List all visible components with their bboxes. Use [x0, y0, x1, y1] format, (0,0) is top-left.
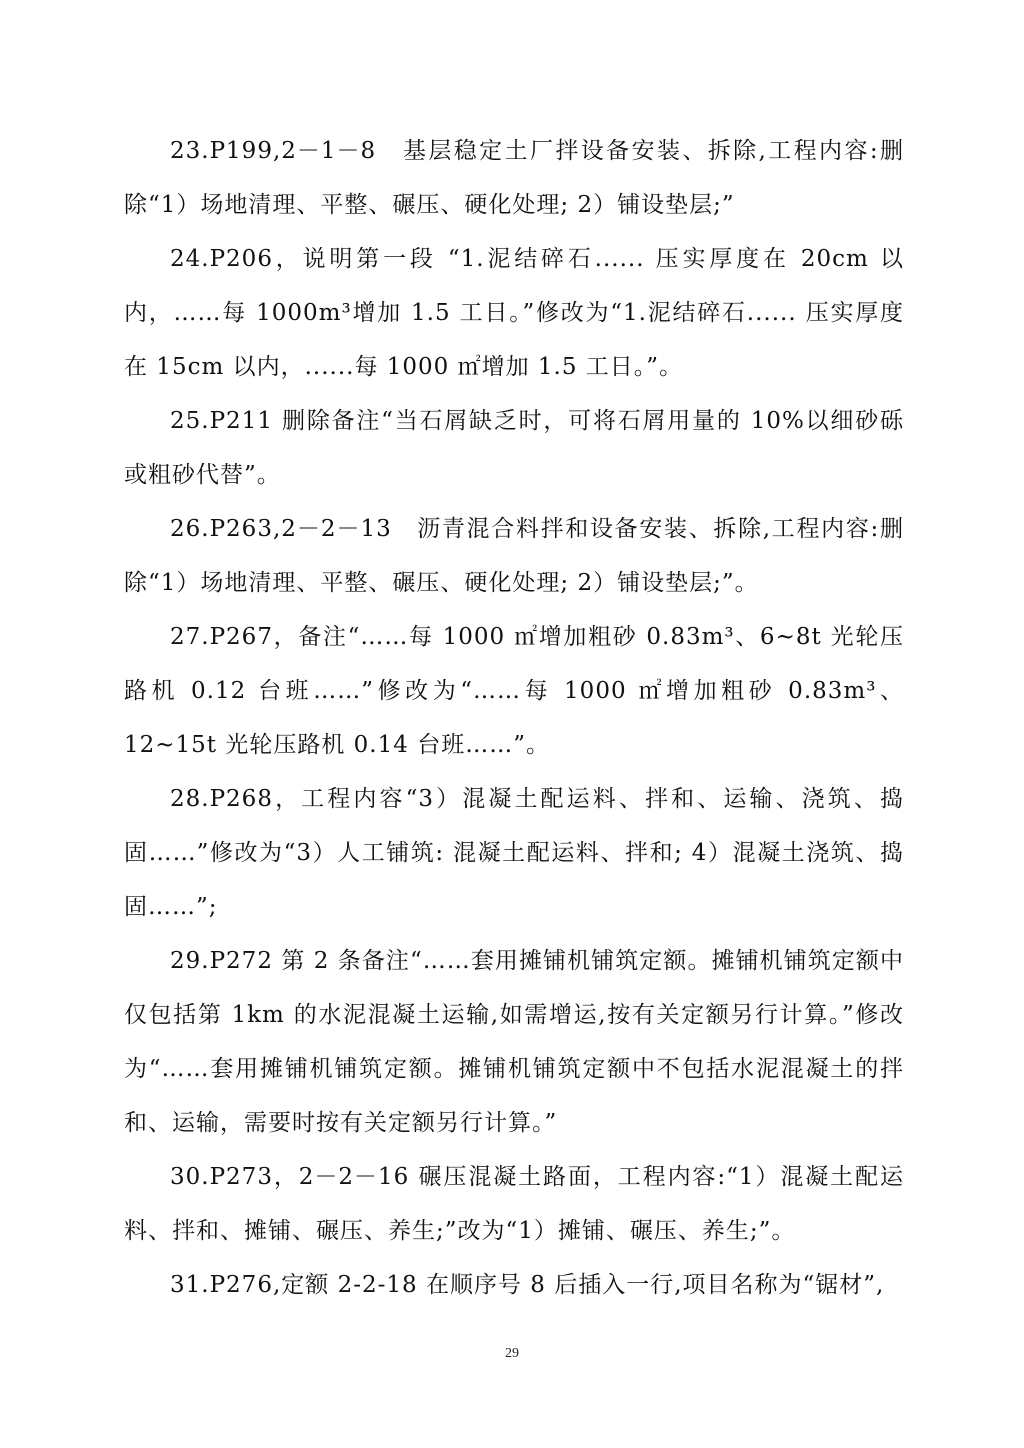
paragraph-26: 26.P263,2－2－13 沥青混合料拌和设备安装、拆除,工程内容:删除“1）场地清理、平整、碾压、硬化处理; 2）铺设垫层;”。 [124, 516, 904, 596]
paragraph-24: 24.P206，说明第一段 “1.泥结碎石...... 压实厚度在 20cm 以内，……每 1000m³增加 1.5 工日。”修改为“1.泥结碎石...... 压实厚度在 15cm 以内，......每 1000 ㎡增加 1.5 工日。”。 [124, 246, 904, 380]
paragraph-28: 28.P268，工程内容“3）混凝土配运料、拌和、运输、浇筑、捣固……”修改为“3）人工铺筑: 混凝土配运料、拌和; 4）混凝土浇筑、捣固……”; [124, 786, 904, 920]
paragraph-31: 31.P276,定额 2-2-18 在顺序号 8 后插入一行,项目名称为“锯材”, [170, 1272, 885, 1298]
paragraph-29: 29.P272 第 2 条备注“……套用摊铺机铺筑定额。摊铺机铺筑定额中仅包括第 1km 的水泥混凝土运输,如需增运,按有关定额另行计算。”修改为“……套用摊铺机铺筑定额。摊铺机铺筑定额中不包括水泥混凝土的拌和、运输，需要时按有关定额另行计算。” [124, 948, 904, 1136]
paragraph-27: 27.P267，备注“……每 1000 ㎡增加粗砂 0.83m³、6~8t 光轮压路机 0.12 台班……”修改为“……每 1000 ㎡增加粗砂 0.83m³、12~15t 光轮压路机 0.14 台班……”。 [124, 624, 904, 758]
paragraph-23: 23.P199,2－1－8 基层稳定土厂拌设备安装、拆除,工程内容:删除“1）场地清理、平整、碾压、硬化处理; 2）铺设垫层;” [124, 138, 904, 218]
paragraph-25: 25.P211 删除备注“当石屑缺乏时，可将石屑用量的 10%以细砂砾或粗砂代替”。 [124, 408, 904, 488]
paragraph-30: 30.P273，2－2－16 碾压混凝土路面，工程内容:“1）混凝土配运料、拌和、摊铺、碾压、养生;”改为“1）摊铺、碾压、养生;”。 [124, 1164, 904, 1244]
page-number: 29 [505, 1346, 519, 1361]
document-body [124, 124, 904, 1312]
